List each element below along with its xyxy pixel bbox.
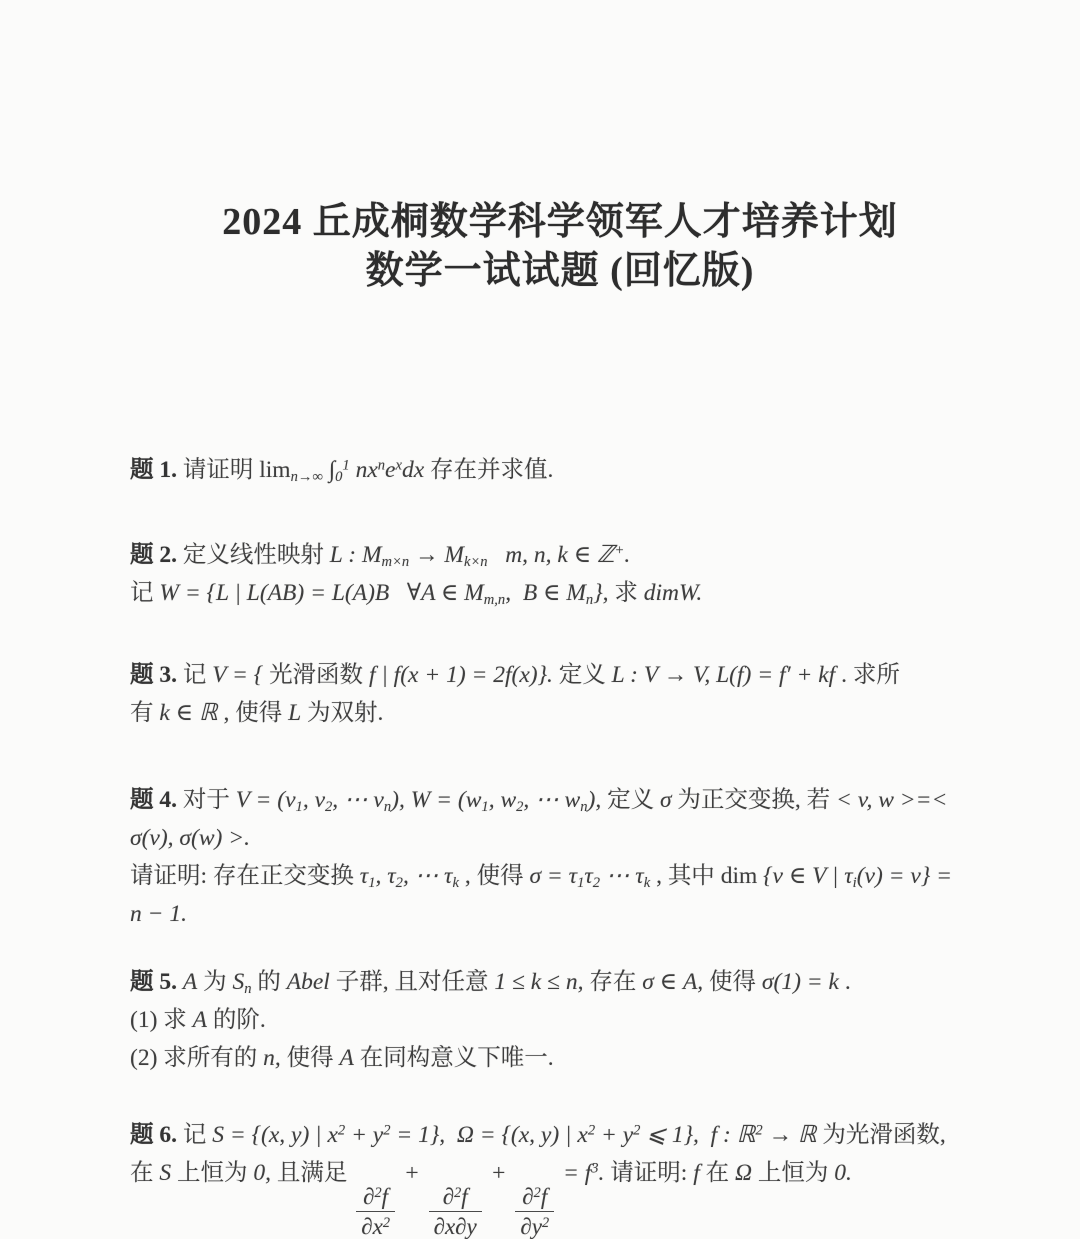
fraction: $\frac{\partial^2f}{\partial x\partial y}$ xyxy=(429,1183,482,1239)
problem-3 xyxy=(130,656,990,732)
problem-5 xyxy=(130,963,990,1077)
problem-2 xyxy=(130,536,990,612)
problem-5-line-3: (2) 求所有的 n, 使得 A 在同构意义下唯一. xyxy=(130,1045,554,1071)
problem-5-line-2: (1) 求 A 的阶. xyxy=(130,1007,266,1033)
problem-4-line-3: 请证明: 存在正交变换 $\tau_1$, $\tau_2$, ⋯ $\tau_k$ , 使得 $\sigma = \tau_1\tau_2$ ⋯ $\tau_k$ , 其中 dim {v ∈ V | $\tau_i(v) = v$} = xyxy=(130,863,952,892)
problem-1-line-1: 题 1. 请证明 $\lim_{n\to\infty} \int_0^1$ $nx^ne^xdx$ 存在并求值. xyxy=(130,457,554,486)
fraction: $\frac{\partial^2f}{\partial x^2}$ xyxy=(356,1183,395,1239)
problem-3-line-1: 题 3. 记 V = { 光滑函数 f | f(x + 1) = 2f(x)}. 定义 L : V → V, L(f) = f′ + kf . 求所 xyxy=(130,662,900,688)
problem-2-line-2: 记 W = {L | L(AB) = L(A)B ∀A ∈ $M_{m,n}$, B ∈ $M_n$}, 求 dimW. xyxy=(130,580,703,609)
document-title xyxy=(130,198,990,296)
problem-4-line-1: 题 4. 对于 $V = (v_1$, $v_2$, ⋯ $v_n$), $W = (w_1$, $w_2$, ⋯ $w_n$), 定义 σ 为正交变换, 若 < v, w >=< xyxy=(130,787,948,816)
problem-6 xyxy=(130,1116,990,1239)
problem-1 xyxy=(130,451,990,489)
problem-4 xyxy=(130,781,990,933)
problem-5-line-1: 题 5. A 为 $S_n$ 的 Abel 子群, 且对任意 1 ≤ k ≤ n, 存在 σ ∈ A, 使得 σ(1) = k . xyxy=(130,969,851,998)
problem-4-line-4: n − 1. xyxy=(130,901,187,927)
problem-4-line-2: σ(v), σ(w) >. xyxy=(130,825,250,851)
problem-6-line-1: 题 6. 记 S = {(x, y) | $x^2 + y^2 = 1$}, Ω = {(x, y) | $x^2 + y^2$ ⩽ 1}, f : ℝ$^2$ → ℝ 为光滑函数, xyxy=(130,1122,946,1148)
fraction: $\frac{\partial^2f}{\partial y^2}$ xyxy=(515,1183,554,1239)
problem-2-line-1: 题 2. 定义线性映射 L : $M_{m\times n} \to M_{k\times n}$ m, n, k ∈ ℤ+. xyxy=(130,542,631,571)
problem-6-line-2: 在 S 上恒为 0, 且满足 $\frac{\partial^2f}{\partial x^2}$ + $\frac{\partial^2f}{\partial x\partial y}$ + $\frac{\partial^2f}{\partial y^2}$ = $f^3$. 请证明: f 在 Ω 上恒为 0. xyxy=(130,1160,852,1239)
problem-list xyxy=(130,451,990,1239)
title-line-2: 数学一试试题 (回忆版) xyxy=(365,250,755,292)
title-line-1: 2024 丘成桐数学科学领军人才培养计划 xyxy=(222,201,898,243)
problem-3-line-2: 有 k ∈ ℝ , 使得 L 为双射. xyxy=(130,700,384,726)
